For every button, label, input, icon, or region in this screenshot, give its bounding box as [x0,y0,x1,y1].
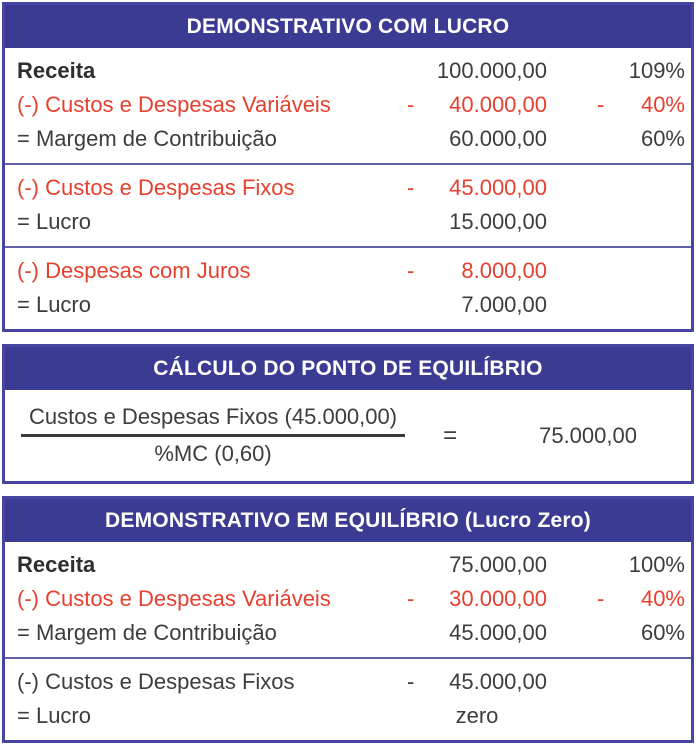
row-label: = Margem de Contribuição [17,620,277,645]
table-row-despesas-juros [5,254,691,288]
row-percent: 60% [640,620,685,645]
panel-title-calculo-ponto-equilibrio: CÁLCULO DO PONTO DE EQUILÍBRIO [5,347,691,390]
panel-title-demonstrativo-em-equilibrio: DEMONSTRATIVO EM EQUILÍBRIO (Lucro Zero) [5,499,691,542]
panel-demonstrativo-com-lucro [2,2,694,332]
minus-sign: - [407,258,415,283]
breakeven-result: 75.000,00 [539,422,637,448]
row-value: - 45.000,00 [407,665,547,699]
minus-sign: - [407,92,415,117]
fraction [21,404,405,467]
row-value: - 8.000,00 [407,254,547,288]
row-label: = Lucro [17,292,91,317]
table-row-lucro [5,699,691,733]
block-lucro-zero [5,657,691,740]
minus-sign: - [597,586,605,611]
row-label: (-) Custos e Despesas Fixos [17,669,295,694]
row-label: = Margem de Contribuição [17,126,277,151]
table-row-margem-contribuicao [5,122,691,156]
row-label: (-) Custos e Despesas Variáveis [17,92,331,117]
row-value: - 40.000,00 [407,88,547,122]
row-label: = Lucro [17,703,91,728]
row-label: (-) Custos e Despesas Variáveis [17,586,331,611]
panel-title-demonstrativo-com-lucro: DEMONSTRATIVO COM LUCRO [5,5,691,48]
table-row-custos-variaveis [5,582,691,616]
row-label: (-) Despesas com Juros [17,258,251,283]
row-label: (-) Custos e Despesas Fixos [17,175,295,200]
row-percent: 100% [628,552,685,577]
row-value: zero [455,703,499,728]
table-row-custos-fixos [5,665,691,699]
minus-sign: - [597,92,605,117]
row-value: - 45.000,00 [407,171,547,205]
minus-sign: - [407,669,415,694]
block-margem-equilibrio [5,542,691,657]
row-percent: 109% [628,58,685,83]
row-label: Receita [17,58,96,83]
table-row-custos-fixos [5,171,691,205]
fraction-numerator: Custos e Despesas Fixos (45.000,00) [21,404,405,437]
row-percent: 60% [640,126,685,151]
row-percent: - 40% [597,582,685,616]
table-row-lucro [5,205,691,239]
row-value: 7.000,00 [461,292,547,317]
row-value: 15.000,00 [449,209,547,234]
row-value: 60.000,00 [449,126,547,151]
minus-sign: - [407,175,415,200]
block-lucro-final [5,246,691,329]
minus-sign: - [407,586,415,611]
row-value: - 30.000,00 [407,582,547,616]
row-value: 45.000,00 [449,620,547,645]
block-margem [5,48,691,163]
row-label: = Lucro [17,209,91,234]
block-lucro-operacional [5,163,691,246]
panel-calculo-ponto-equilibrio [2,344,694,484]
breakeven-formula [5,390,691,481]
table-row-margem-contribuicao [5,616,691,650]
row-value: 75.000,00 [449,552,547,577]
row-percent: - 40% [597,88,685,122]
fraction-denominator: %MC (0,60) [154,441,272,466]
panel-demonstrativo-em-equilibrio [2,496,694,743]
table-row-custos-variaveis [5,88,691,122]
table-row-lucro [5,288,691,322]
row-value: 100.000,00 [436,58,547,83]
table-row-receita [5,54,691,88]
row-label: Receita [17,552,96,577]
table-row-receita [5,548,691,582]
equals-sign: = [443,421,458,449]
